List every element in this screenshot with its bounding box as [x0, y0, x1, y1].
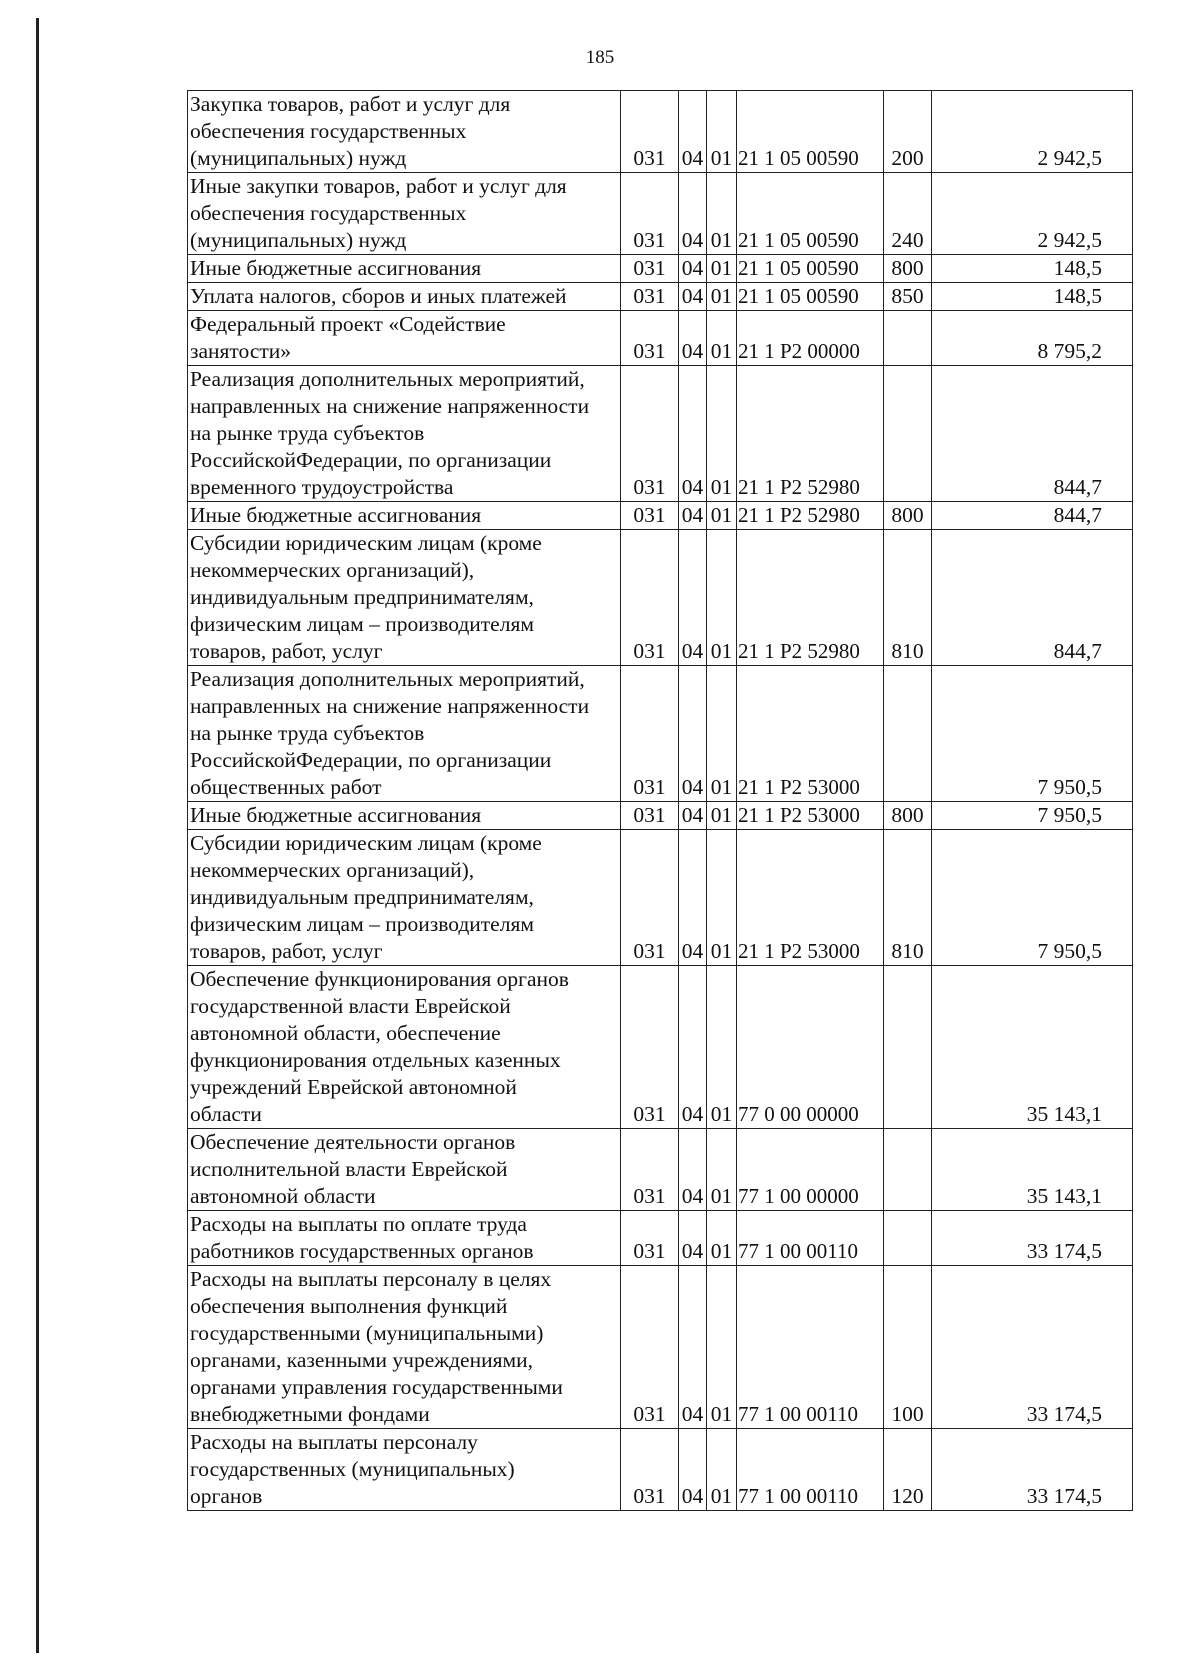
item-name-line: (муниципальных) нужд — [190, 228, 407, 252]
cell-expense-type — [884, 311, 932, 366]
item-name-line: обеспечения выполнения функций — [190, 1294, 508, 1318]
cell-grbs: 031 — [621, 966, 679, 1129]
item-name-line: РоссийскойФедерации, по организации — [190, 748, 552, 772]
item-name-line: Субсидии юридическим лицам (кроме — [190, 831, 542, 855]
table-row — [188, 311, 1133, 366]
cell-grbs: 031 — [621, 830, 679, 966]
cell-section: 04 — [679, 1266, 707, 1429]
cell-item-name — [188, 283, 621, 311]
cell-grbs: 031 — [621, 173, 679, 255]
cell-target-article: 21 1 Р2 52980 — [737, 502, 884, 530]
cell-amount: 2 942,5 — [932, 91, 1133, 173]
cell-amount: 35 143,1 — [932, 966, 1133, 1129]
cell-section: 04 — [679, 283, 707, 311]
cell-target-article: 21 1 05 00590 — [737, 283, 884, 311]
cell-grbs: 031 — [621, 1211, 679, 1266]
item-name-line: Расходы на выплаты персоналу — [190, 1430, 478, 1454]
cell-subsection: 01 — [707, 1129, 737, 1211]
item-name-line: Субсидии юридическим лицам (кроме — [190, 531, 542, 555]
cell-amount: 148,5 — [932, 255, 1133, 283]
cell-subsection: 01 — [707, 311, 737, 366]
cell-section: 04 — [679, 666, 707, 802]
cell-section: 04 — [679, 966, 707, 1129]
cell-subsection: 01 — [707, 1266, 737, 1429]
item-name-line: органов — [190, 1484, 263, 1508]
table-row — [188, 1211, 1133, 1266]
item-name-line: направленных на снижение напряженности — [190, 694, 590, 718]
cell-target-article: 77 1 00 00110 — [737, 1429, 884, 1511]
cell-expense-type: 240 — [884, 173, 932, 255]
cell-amount: 2 942,5 — [932, 173, 1133, 255]
item-name-line: товаров, работ, услуг — [190, 639, 383, 663]
item-name-line: на рынке труда субъектов — [190, 721, 425, 745]
cell-section: 04 — [679, 802, 707, 830]
cell-section: 04 — [679, 366, 707, 502]
item-name-line: внебюджетными фондами — [190, 1402, 430, 1426]
cell-amount: 35 143,1 — [932, 1129, 1133, 1211]
item-name-line: Обеспечение функционирования органов — [190, 967, 569, 991]
cell-target-article: 21 1 Р2 53000 — [737, 830, 884, 966]
cell-expense-type — [884, 366, 932, 502]
cell-expense-type: 800 — [884, 502, 932, 530]
cell-expense-type: 200 — [884, 91, 932, 173]
cell-target-article: 21 1 05 00590 — [737, 173, 884, 255]
cell-item-name — [188, 802, 621, 830]
item-name-line: Иные бюджетные ассигнования — [190, 803, 482, 827]
cell-grbs: 031 — [621, 1429, 679, 1511]
item-name-line: государственной власти Еврейской — [190, 994, 511, 1018]
table-row — [188, 1266, 1133, 1429]
cell-target-article: 21 1 Р2 00000 — [737, 311, 884, 366]
item-name-line: Расходы на выплаты персоналу в целях — [190, 1267, 552, 1291]
cell-target-article: 77 1 00 00110 — [737, 1211, 884, 1266]
cell-target-article: 21 1 05 00590 — [737, 255, 884, 283]
item-name-line: учреждений Еврейской автономной — [190, 1075, 517, 1099]
item-name-line: некоммерческих организаций), — [190, 858, 475, 882]
cell-item-name — [188, 530, 621, 666]
cell-section: 04 — [679, 1129, 707, 1211]
item-name-line: Расходы на выплаты по оплате труда — [190, 1212, 527, 1236]
cell-expense-type — [884, 1129, 932, 1211]
item-name-line: Иные бюджетные ассигнования — [190, 256, 482, 280]
item-name-line: РоссийскойФедерации, по организации — [190, 448, 552, 472]
cell-subsection: 01 — [707, 966, 737, 1129]
item-name-line: на рынке труда субъектов — [190, 421, 425, 445]
cell-grbs: 031 — [621, 502, 679, 530]
item-name-line: государственными (муниципальными) — [190, 1321, 544, 1345]
table-row — [188, 91, 1133, 173]
cell-target-article: 21 1 05 00590 — [737, 91, 884, 173]
item-name-line: исполнительной власти Еврейской — [190, 1157, 508, 1181]
item-name-line: автономной области, обеспечение — [190, 1021, 501, 1045]
item-name-line: (муниципальных) нужд — [190, 146, 407, 170]
cell-subsection: 01 — [707, 255, 737, 283]
item-name-line: физическим лицам – производителям — [190, 612, 534, 636]
table-row — [188, 802, 1133, 830]
cell-grbs: 031 — [621, 666, 679, 802]
cell-item-name — [188, 502, 621, 530]
table-row — [188, 1129, 1133, 1211]
cell-amount: 7 950,5 — [932, 830, 1133, 966]
cell-amount: 33 174,5 — [932, 1211, 1133, 1266]
item-name-line: Иные закупки товаров, работ и услуг для — [190, 174, 567, 198]
item-name-line: обеспечения государственных — [190, 119, 467, 143]
cell-amount: 844,7 — [932, 502, 1133, 530]
cell-section: 04 — [679, 1211, 707, 1266]
cell-amount: 33 174,5 — [932, 1266, 1133, 1429]
item-name-line: занятости» — [190, 339, 292, 363]
item-name-line: индивидуальным предпринимателям, — [190, 585, 534, 609]
cell-item-name — [188, 91, 621, 173]
table-row — [188, 173, 1133, 255]
cell-item-name — [188, 1129, 621, 1211]
table-row — [188, 666, 1133, 802]
cell-item-name — [188, 1429, 621, 1511]
item-name-line: физическим лицам – производителям — [190, 912, 534, 936]
cell-subsection: 01 — [707, 802, 737, 830]
budget-table-body — [188, 91, 1133, 1511]
cell-target-article: 21 1 Р2 52980 — [737, 366, 884, 502]
cell-grbs: 031 — [621, 802, 679, 830]
table-row — [188, 530, 1133, 666]
cell-item-name — [188, 666, 621, 802]
item-name-line: органами, казенными учреждениями, — [190, 1348, 533, 1372]
item-name-line: автономной области — [190, 1184, 376, 1208]
item-name-line: органами управления государственными — [190, 1375, 563, 1399]
cell-item-name — [188, 255, 621, 283]
table-row — [188, 502, 1133, 530]
item-name-line: Реализация дополнительных мероприятий, — [190, 367, 585, 391]
cell-section: 04 — [679, 255, 707, 283]
binding-edge-line — [36, 18, 39, 1653]
cell-subsection: 01 — [707, 283, 737, 311]
item-name-line: области — [190, 1102, 262, 1126]
cell-target-article: 21 1 Р2 52980 — [737, 530, 884, 666]
page-number: 185 — [585, 47, 615, 68]
cell-subsection: 01 — [707, 830, 737, 966]
cell-item-name — [188, 1211, 621, 1266]
cell-subsection: 01 — [707, 1429, 737, 1511]
item-name-line: общественных работ — [190, 775, 382, 799]
table-row — [188, 366, 1133, 502]
cell-grbs: 031 — [621, 255, 679, 283]
cell-subsection: 01 — [707, 666, 737, 802]
cell-target-article: 77 1 00 00000 — [737, 1129, 884, 1211]
cell-subsection: 01 — [707, 366, 737, 502]
cell-grbs: 031 — [621, 1266, 679, 1429]
item-name-line: Реализация дополнительных мероприятий, — [190, 667, 585, 691]
cell-amount: 7 950,5 — [932, 666, 1133, 802]
cell-grbs: 031 — [621, 530, 679, 666]
cell-item-name — [188, 173, 621, 255]
cell-subsection: 01 — [707, 173, 737, 255]
cell-expense-type: 810 — [884, 530, 932, 666]
cell-expense-type — [884, 1211, 932, 1266]
cell-target-article: 77 1 00 00110 — [737, 1266, 884, 1429]
cell-item-name — [188, 311, 621, 366]
cell-expense-type: 100 — [884, 1266, 932, 1429]
cell-item-name — [188, 966, 621, 1129]
cell-item-name — [188, 830, 621, 966]
cell-amount: 33 174,5 — [932, 1429, 1133, 1511]
cell-section: 04 — [679, 502, 707, 530]
cell-expense-type: 800 — [884, 802, 932, 830]
cell-amount: 8 795,2 — [932, 311, 1133, 366]
item-name-line: Иные бюджетные ассигнования — [190, 503, 482, 527]
cell-target-article: 77 0 00 00000 — [737, 966, 884, 1129]
item-name-line: Обеспечение деятельности органов — [190, 1130, 516, 1154]
cell-expense-type — [884, 966, 932, 1129]
item-name-line: некоммерческих организаций), — [190, 558, 475, 582]
item-name-line: обеспечения государственных — [190, 201, 467, 225]
table-row — [188, 1429, 1133, 1511]
cell-section: 04 — [679, 311, 707, 366]
cell-amount: 844,7 — [932, 530, 1133, 666]
item-name-line: индивидуальным предпринимателям, — [190, 885, 534, 909]
budget-table — [187, 90, 1133, 1511]
cell-grbs: 031 — [621, 91, 679, 173]
item-name-line: Закупка товаров, работ и услуг для — [190, 92, 511, 116]
cell-grbs: 031 — [621, 1129, 679, 1211]
cell-amount: 844,7 — [932, 366, 1133, 502]
cell-item-name — [188, 366, 621, 502]
cell-grbs: 031 — [621, 283, 679, 311]
cell-section: 04 — [679, 830, 707, 966]
item-name-line: работников государственных органов — [190, 1239, 534, 1263]
cell-subsection: 01 — [707, 530, 737, 666]
cell-expense-type: 800 — [884, 255, 932, 283]
cell-target-article: 21 1 Р2 53000 — [737, 802, 884, 830]
table-row — [188, 966, 1133, 1129]
item-name-line: Федеральный проект «Содействие — [190, 312, 506, 336]
cell-target-article: 21 1 Р2 53000 — [737, 666, 884, 802]
cell-subsection: 01 — [707, 91, 737, 173]
item-name-line: товаров, работ, услуг — [190, 939, 383, 963]
item-name-line: государственных (муниципальных) — [190, 1457, 515, 1481]
cell-expense-type: 810 — [884, 830, 932, 966]
cell-subsection: 01 — [707, 502, 737, 530]
cell-amount: 148,5 — [932, 283, 1133, 311]
cell-section: 04 — [679, 91, 707, 173]
cell-section: 04 — [679, 173, 707, 255]
cell-item-name — [188, 1266, 621, 1429]
item-name-line: направленных на снижение напряженности — [190, 394, 590, 418]
table-row — [188, 830, 1133, 966]
cell-grbs: 031 — [621, 366, 679, 502]
cell-section: 04 — [679, 1429, 707, 1511]
item-name-line: временного трудоустройства — [190, 475, 454, 499]
item-name-line: функционирования отдельных казенных — [190, 1048, 561, 1072]
table-row — [188, 255, 1133, 283]
cell-expense-type: 850 — [884, 283, 932, 311]
cell-grbs: 031 — [621, 311, 679, 366]
cell-expense-type — [884, 666, 932, 802]
table-row — [188, 283, 1133, 311]
item-name-line: Уплата налогов, сборов и иных платежей — [190, 284, 567, 308]
cell-amount: 7 950,5 — [932, 802, 1133, 830]
cell-expense-type: 120 — [884, 1429, 932, 1511]
cell-subsection: 01 — [707, 1211, 737, 1266]
cell-section: 04 — [679, 530, 707, 666]
